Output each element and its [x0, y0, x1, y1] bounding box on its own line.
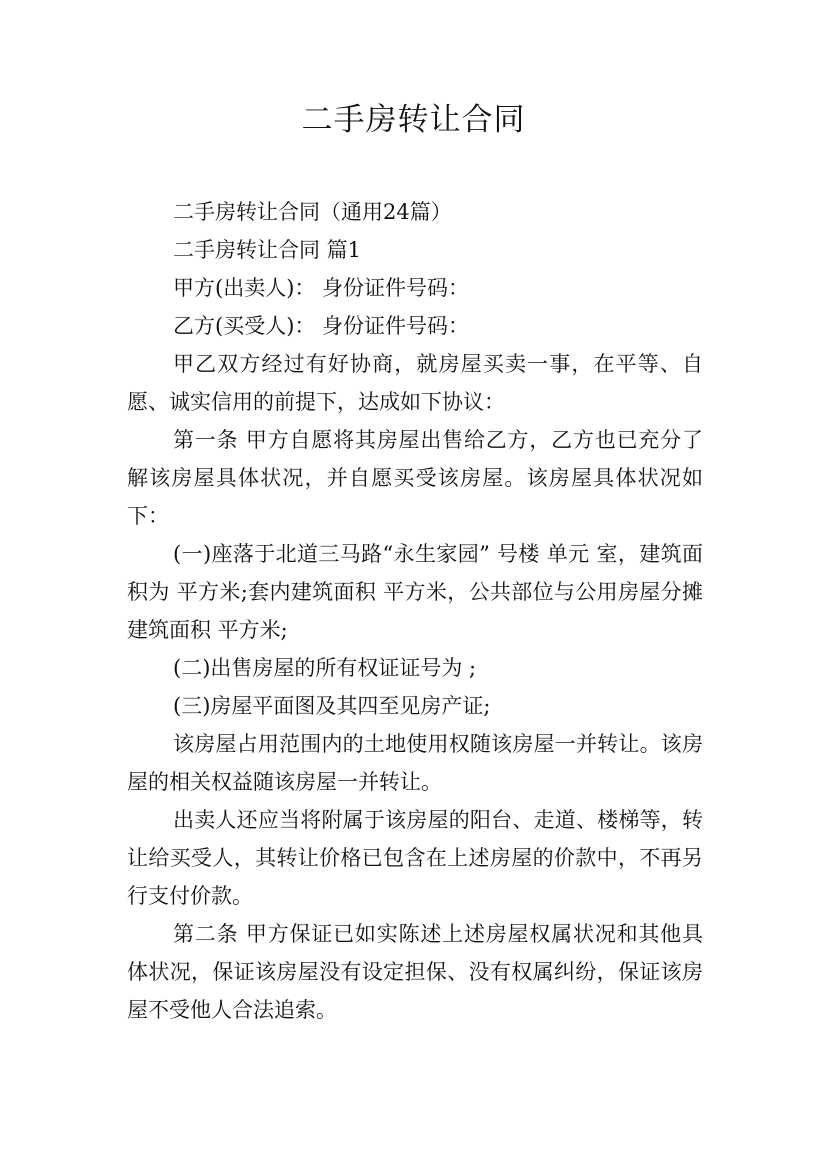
paragraph: 出卖人还应当将附属于该房屋的阳台、走道、楼梯等，转让给买受人，其转让价格已包含在上述房屋的价款中，不再另行支付价款。: [127, 808, 703, 908]
paragraph: 二手房转让合同（通用24篇）: [173, 200, 452, 224]
paragraph: 乙方(买受人)： 身份证件号码：: [173, 314, 470, 338]
document-title: 二手房转让合同: [301, 102, 526, 138]
paragraph: 甲乙双方经过有好协商，就房屋买卖一事，在平等、自愿、诚实信用的前提下，达成如下协议：: [127, 352, 703, 414]
paragraph: 甲方(出卖人)： 身份证件号码：: [173, 276, 470, 300]
paragraph: (三)房屋平面图及其四至见房产证;: [173, 694, 491, 718]
paragraph: 该房屋占用范围内的土地使用权随该房屋一并转让。该房屋的相关权益随该房屋一并转让。: [127, 732, 703, 794]
document-body: [127, 193, 703, 1029]
paragraph: 第一条 甲方自愿将其房屋出售给乙方，乙方也已充分了解该房屋具体状况，并自愿买受该房屋。该房屋具体状况如下：: [127, 428, 703, 528]
paragraph: (一)座落于北道三马路“永生家园” 号楼 单元 室，建筑面积为 平方米;套内建筑面积 平方米，公共部位与公用房屋分摊建筑面积 平方米;: [127, 542, 703, 642]
paragraph: 第二条 甲方保证已如实陈述上述房屋权属状况和其他具体状况，保证该房屋没有设定担保、没有权属纠纷，保证该房屋不受他人合法追索。: [127, 922, 703, 1022]
paragraph: (二)出售房屋的所有权证证号为 ;: [173, 656, 477, 680]
paragraph: 二手房转让合同 篇1: [173, 238, 362, 262]
